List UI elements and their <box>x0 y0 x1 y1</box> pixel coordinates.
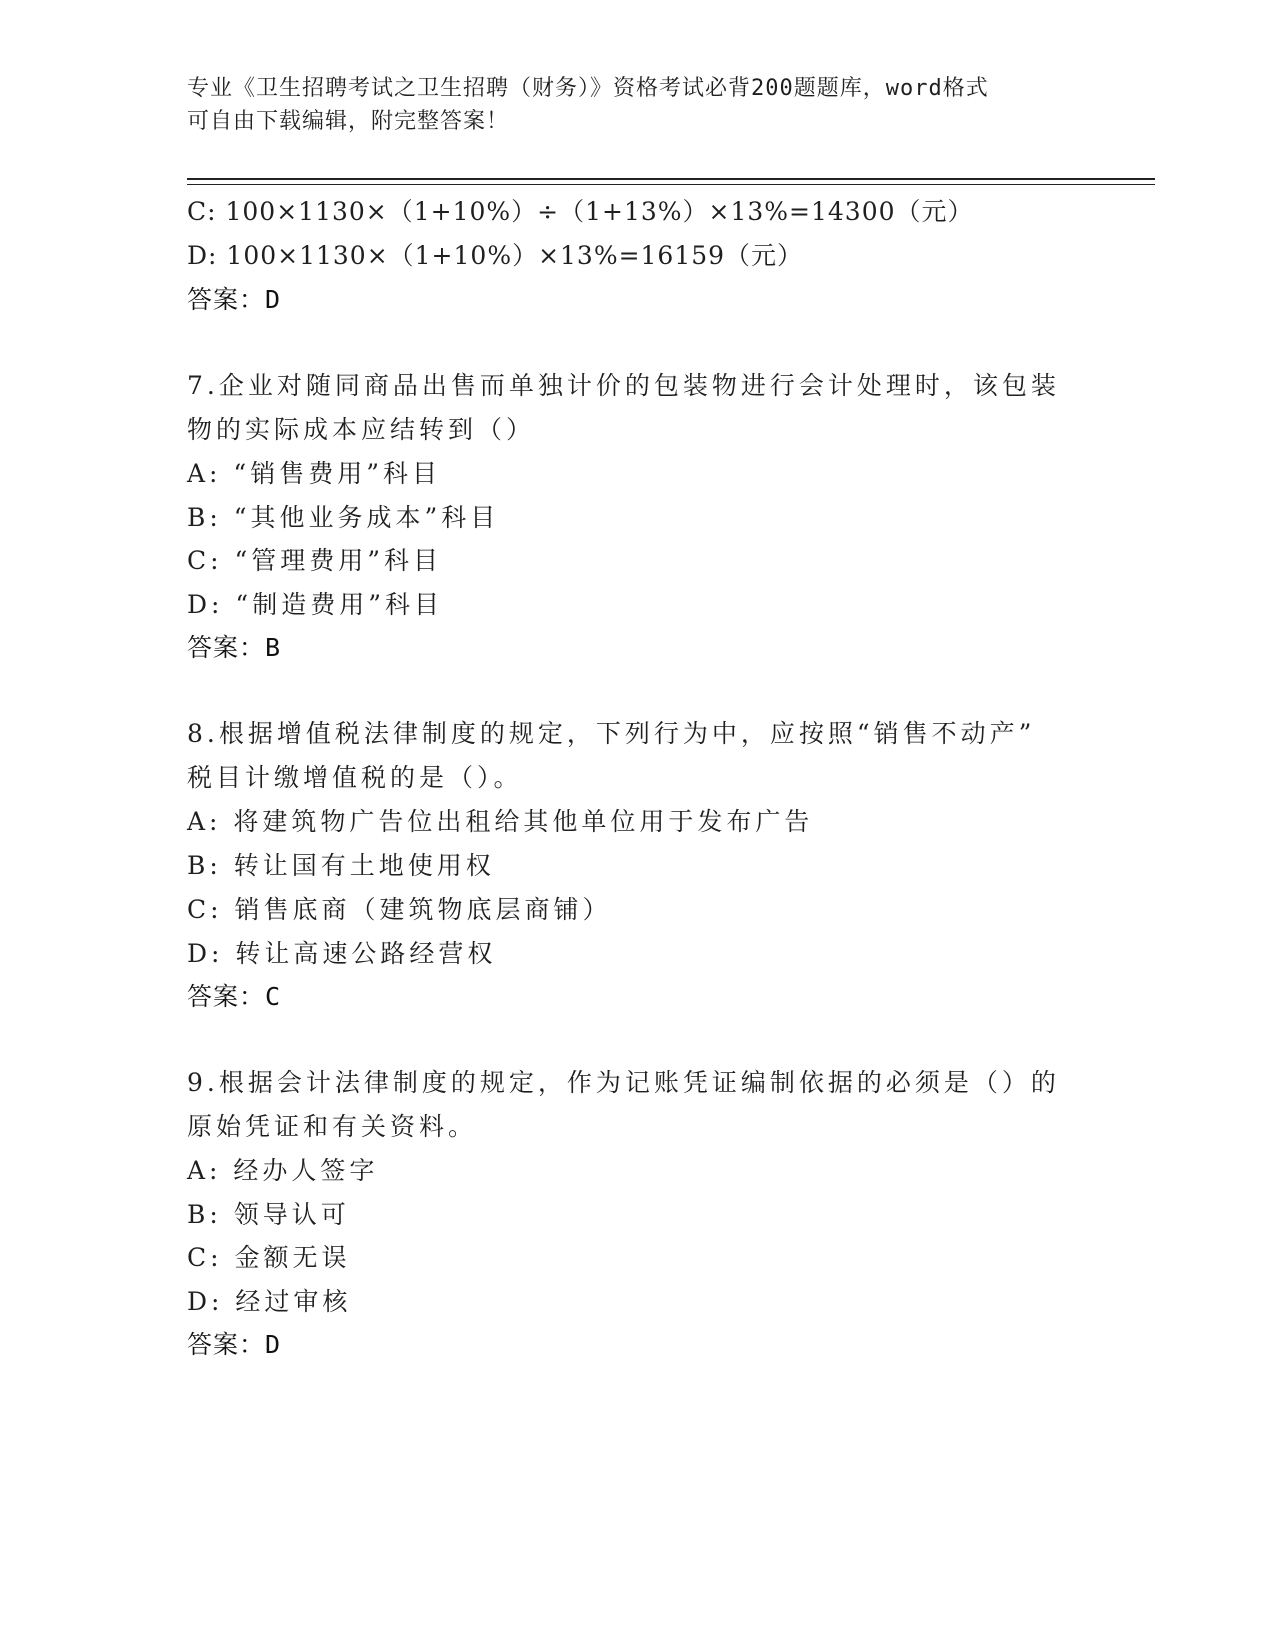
q8-answer: 答案：C <box>187 982 282 1011</box>
q6-option-c: C: 100×1130×（1+10%）÷（1+13%）×13%=14300（元） <box>187 197 974 226</box>
q6-answer: 答案：D <box>187 285 282 314</box>
q8-stem-line-1: 8.根据增值税法律制度的规定，下列行为中，应按照“销售不动产” <box>187 719 1036 748</box>
q9-option-a: A: 经办人签字 <box>187 1156 379 1185</box>
q7-option-c: C: “管理费用”科目 <box>187 546 443 575</box>
q9-stem-line-1: 9.根据会计法律制度的规定，作为记账凭证编制依据的必须是（）的 <box>187 1068 1060 1097</box>
q8-option-b: B: 转让国有土地使用权 <box>187 851 495 880</box>
document-header <box>187 72 1067 138</box>
q7-option-a: A: “销售费用”科目 <box>187 459 441 488</box>
q9-option-d: D: 经过审核 <box>187 1287 352 1316</box>
q8-option-c: C: 销售底商（建筑物底层商铺） <box>187 895 612 924</box>
q7-option-d: D: “制造费用”科目 <box>187 590 443 619</box>
q9-answer: 答案：D <box>187 1330 282 1359</box>
header-divider-thick <box>187 178 1155 180</box>
q9-option-c: C: 金额无误 <box>187 1243 351 1272</box>
q7-option-b: B: “其他业务成本”科目 <box>187 503 500 532</box>
q9-option-b: B: 领导认可 <box>187 1200 350 1229</box>
header-title-line-1: 专业《卫生招聘考试之卫生招聘（财务）》资格考试必背200题题库，word格式 <box>187 76 989 101</box>
q7-answer: 答案：B <box>187 633 282 662</box>
header-divider-thin <box>187 184 1155 185</box>
q7-stem-line-2: 物的实际成本应结转到（） <box>187 415 536 444</box>
q7-stem-line-1: 7.企业对随同商品出售而单独计价的包装物进行会计处理时，该包装 <box>187 371 1060 400</box>
q8-option-a: A: 将建筑物广告位出租给其他单位用于发布广告 <box>187 807 814 836</box>
q9-stem-line-2: 原始凭证和有关资料。 <box>187 1112 478 1141</box>
header-title-line-2: 可自由下载编辑，附完整答案！ <box>187 109 510 134</box>
q6-option-d: D: 100×1130×（1+10%）×13%=16159（元） <box>187 241 804 270</box>
q8-stem-line-2: 税目计缴增值税的是（）。 <box>187 763 523 792</box>
q8-option-d: D: 转让高速公路经营权 <box>187 939 497 968</box>
